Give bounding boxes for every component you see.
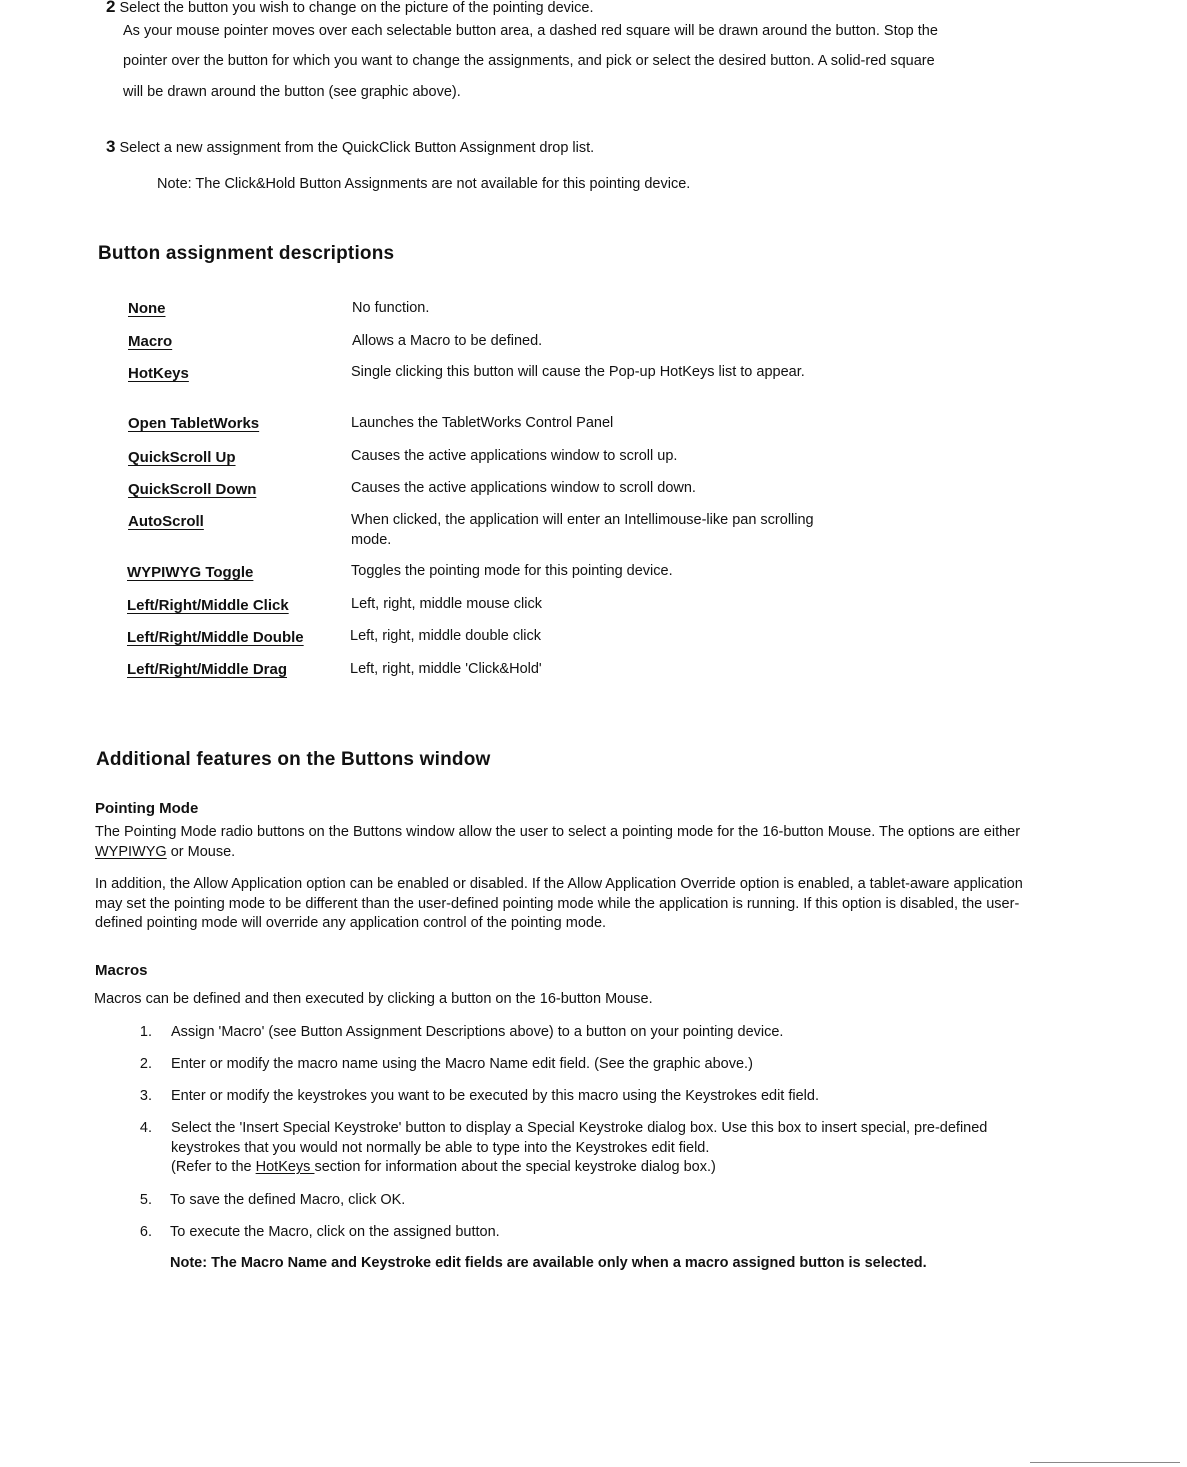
macro-step-2-text: Enter or modify the macro name using the Macro Name edit field. (See the graphic above.) — [171, 1056, 753, 1072]
macro-step-4-ref-after: section for information about the special keystroke dialog box.) — [314, 1159, 716, 1175]
macro-step-4-text: Select the 'Insert Special Keystroke' button to display a Special Keystroke dialog box. Use this box to insert special, pre-defined keystrokes that you would not normally be able to type into the Keystrokes edit field. — [171, 1120, 988, 1156]
macro-step-3-number: 3. — [139, 1088, 152, 1104]
term-left-right-middle-double[interactable]: Left/Right/Middle Double — [127, 629, 304, 646]
term-hotkeys[interactable]: HotKeys — [128, 365, 189, 382]
pointing-mode-text-after: or Mouse. — [166, 843, 236, 860]
term-wypiwyg-toggle[interactable]: WYPIWYG Toggle — [127, 564, 254, 581]
macro-step-1-text: Assign 'Macro' (see Button Assignment Descriptions above) to a button on your pointing device. — [171, 1024, 784, 1040]
step-2-heading — [106, 0, 593, 17]
term-quickscroll-up[interactable]: QuickScroll Up — [128, 449, 236, 466]
macros-heading: Macros — [95, 962, 148, 979]
pointing-mode-paragraph-2: In addition, the Allow Application option can be enabled or disabled. If the Allow Application Override option is enabled, a tablet-aware application may set the pointing mode to be different than the user-defined pointing mode while the application is running. If this option is disabled, the user-defined pointing mode will override any application control of the pointing mode. — [95, 876, 1023, 931]
desc-wypiwyg-toggle: Toggles the pointing mode for this pointing device. — [351, 563, 673, 579]
macro-step-5-number: 5. — [139, 1192, 152, 1208]
macro-step-6-number: 6. — [139, 1224, 152, 1240]
macros-intro: Macros can be defined and then executed by clicking a button on the 16-button Mouse. — [94, 991, 653, 1007]
step-2-body-line-3: will be drawn around the button (see graphic above). — [123, 84, 461, 100]
hotkeys-link[interactable]: HotKeys — [255, 1159, 315, 1175]
macro-note: Note: The Macro Name and Keystroke edit fields are available only when a macro assigned button is selected. — [170, 1255, 927, 1271]
step-3-heading — [106, 137, 594, 157]
macro-step-5-text: To save the defined Macro, click OK. — [170, 1192, 406, 1208]
step-2-body-line-2: pointer over the button for which you want to change the assignments, and pick or select the desired button. A solid-red square — [123, 53, 935, 69]
macro-step-1-number: 1. — [139, 1024, 152, 1040]
desc-left-right-middle-drag: Left, right, middle 'Click&Hold' — [350, 661, 542, 677]
desc-left-right-middle-double: Left, right, middle double click — [350, 628, 542, 644]
macro-step-4-number: 4. — [139, 1120, 152, 1136]
macro-step-6-text: To execute the Macro, click on the assigned button. — [170, 1224, 500, 1240]
step-3-number: 3 — [106, 137, 116, 156]
desc-macro: Allows a Macro to be defined. — [352, 333, 543, 349]
pointing-mode-text-before: The Pointing Mode radio buttons on the Buttons window allow the user to select a pointing mode for the 16-button Mouse. The options are either — [95, 824, 1021, 840]
step-3-title: Select a new assignment from the QuickClick Button Assignment drop list. — [119, 140, 595, 156]
additional-features-heading: Additional features on the Buttons window — [96, 749, 491, 770]
desc-autoscroll: When clicked, the application will enter an Intellimouse-like pan scrolling mode. — [351, 512, 814, 548]
macro-step-3-text: Enter or modify the keystrokes you want to be executed by this macro using the Keystrokes edit field. — [171, 1088, 819, 1104]
pointing-mode-paragraph-1 — [95, 823, 1055, 862]
desc-open-tabletworks: Launches the TabletWorks Control Panel — [351, 415, 614, 431]
term-left-right-middle-click[interactable]: Left/Right/Middle Click — [127, 597, 289, 614]
button-assignment-heading: Button assignment descriptions — [98, 243, 395, 264]
term-autoscroll[interactable]: AutoScroll — [128, 513, 204, 530]
term-open-tabletworks[interactable]: Open TabletWorks — [128, 415, 260, 432]
desc-hotkeys: Single clicking this button will cause the Pop-up HotKeys list to appear. — [351, 364, 805, 380]
macro-step-4-ref-before: (Refer to the — [171, 1159, 256, 1175]
step-2-title: Select the button you wish to change on the picture of the pointing device. — [119, 0, 594, 16]
desc-left-right-middle-click: Left, right, middle mouse click — [351, 596, 542, 612]
step-3-note: Note: The Click&Hold Button Assignments are not available for this pointing device. — [157, 176, 691, 192]
step-2-number: 2 — [106, 0, 116, 16]
desc-none: No function. — [352, 300, 430, 316]
term-none[interactable]: None — [128, 300, 166, 317]
term-left-right-middle-drag[interactable]: Left/Right/Middle Drag — [127, 661, 287, 678]
wypiwyg-link[interactable]: WYPIWYG — [95, 843, 167, 860]
pointing-mode-heading: Pointing Mode — [95, 800, 199, 817]
desc-quickscroll-up: Causes the active applications window to scroll up. — [351, 448, 678, 464]
scan-edge-line — [1030, 1462, 1180, 1463]
desc-quickscroll-down: Causes the active applications window to scroll down. — [351, 480, 696, 496]
term-quickscroll-down[interactable]: QuickScroll Down — [128, 481, 257, 498]
step-2-body-line-1: As your mouse pointer moves over each selectable button area, a dashed red square will be drawn around the button. Stop the — [123, 23, 938, 39]
term-macro[interactable]: Macro — [128, 333, 173, 350]
macro-step-4-reference — [171, 1159, 716, 1175]
macro-step-2-number: 2. — [139, 1056, 152, 1072]
